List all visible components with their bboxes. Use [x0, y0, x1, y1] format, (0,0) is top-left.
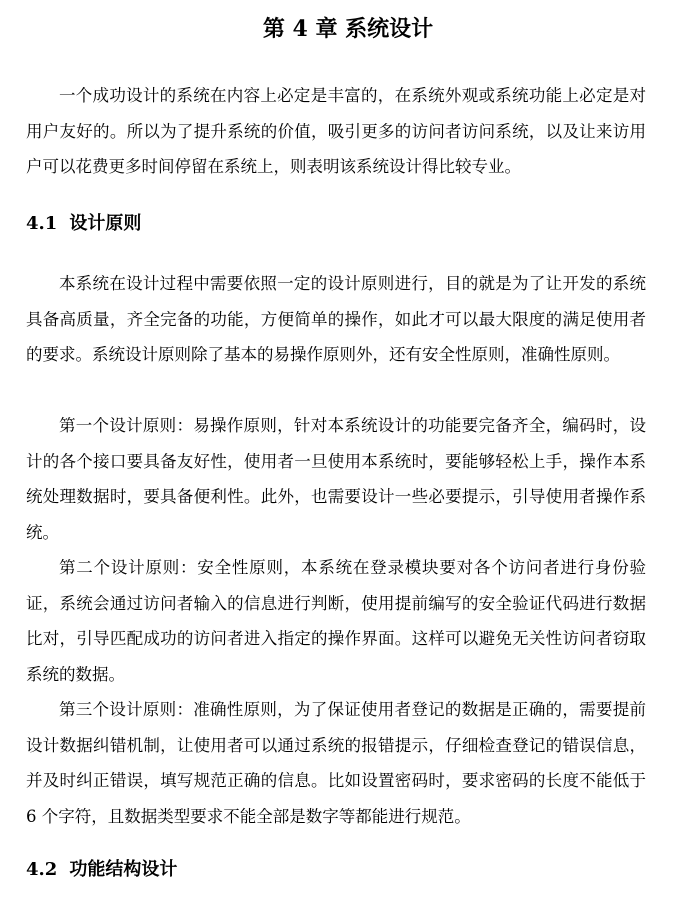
section-heading-4-1: [26, 210, 141, 238]
chapter-title: 第 4 章 系统设计: [262, 16, 434, 42]
section-number: 4.2: [26, 859, 58, 880]
intro-paragraph: 一个成功设计的系统在内容上必定是丰富的，在系统外观或系统功能上必定是对用户友好的。所以为了提升系统的价值，吸引更多的访问者访问系统，以及让来访用户可以花费更多时间停留在系统上，则表明该系统设计得比较专业。: [26, 86, 646, 176]
section-number: 4.1: [26, 213, 58, 234]
section-heading-4-2: [26, 856, 177, 884]
paragraph-principle-2: 第二个设计原则：安全性原则，本系统在登录模块要对各个访问者进行身份验证，系统会通过访问者输入的信息进行判断，使用提前编写的安全验证代码进行数据比对，引导匹配成功的访问者进入指定的操作界面。这样可以避免无关性访问者窃取系统的数据。: [26, 558, 646, 684]
paragraph-principle-1: 第一个设计原则：易操作原则，针对本系统设计的功能要完备齐全，编码时，设计的各个接口要具备友好性，使用者一旦使用本系统时，要能够轻松上手，操作本系统处理数据时，要具备便利性。此外，也需要设计一些必要提示，引导使用者操作系统。: [26, 416, 646, 542]
paragraph-design-principles: 本系统在设计过程中需要依照一定的设计原则进行，目的就是为了让开发的系统具备高质量，齐全完备的功能，方便简单的操作，如此才可以最大限度的满足使用者的要求。系统设计原则除了基本的易操作原则外，还有安全性原则，准确性原则。: [26, 274, 646, 364]
section-title: 设计原则: [69, 213, 142, 234]
section-title: 功能结构设计: [69, 859, 178, 880]
paragraph-principle-3: 第三个设计原则：准确性原则，为了保证使用者登记的数据是正确的，需要提前设计数据纠错机制，让使用者可以通过系统的报错提示，仔细检查登记的错误信息，并及时纠正错误，填写规范正确的信息。比如设置密码时，要求密码的长度不能低于 6 个字符，且数据类型要求不能全部是数字等都能进行规范。: [26, 700, 646, 826]
